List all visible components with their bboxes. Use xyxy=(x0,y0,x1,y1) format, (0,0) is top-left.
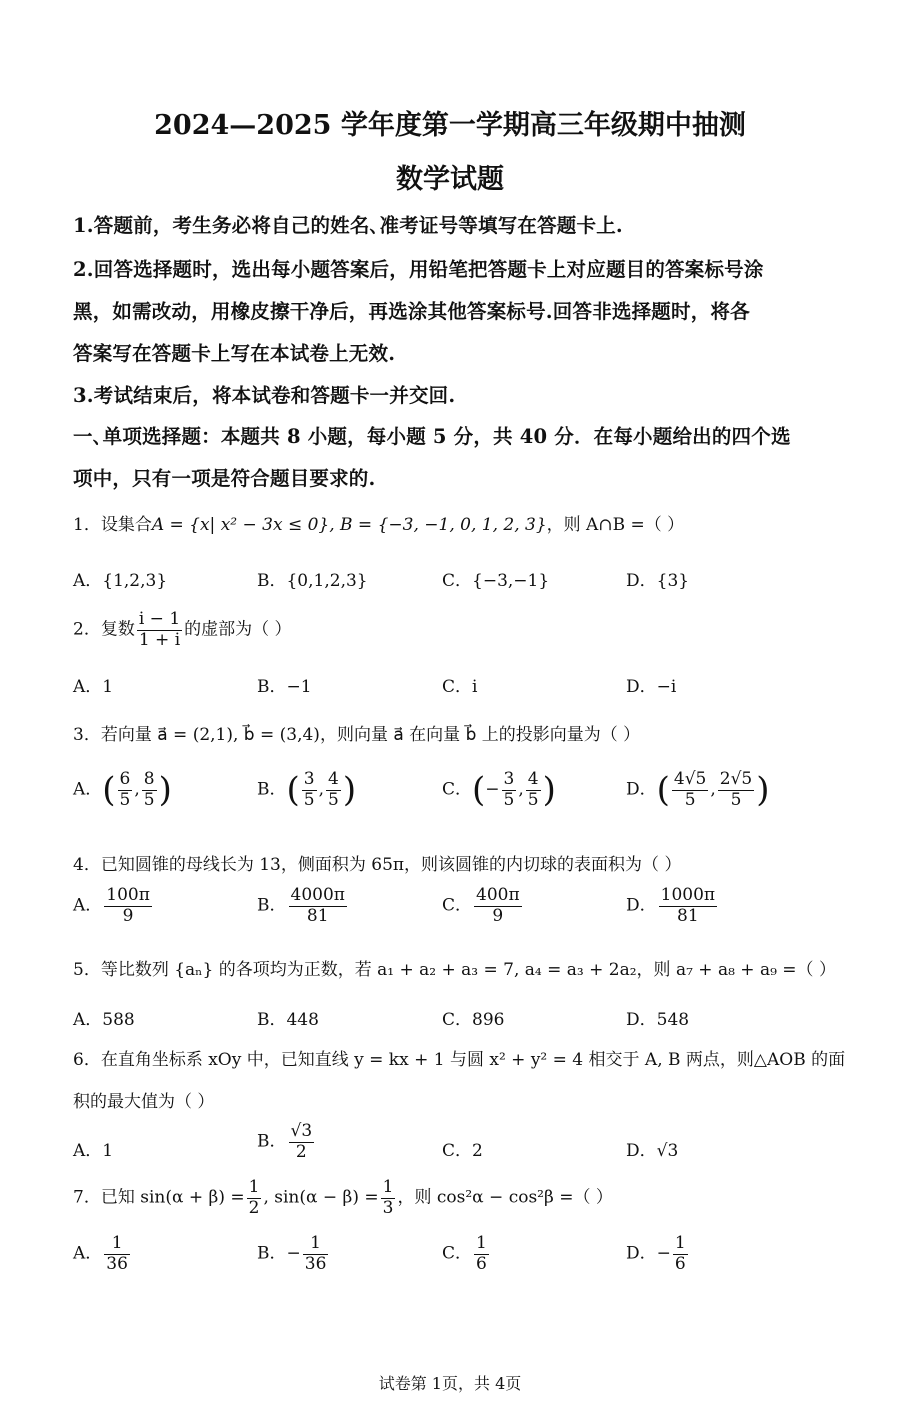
fraction-numerator: i − 1 xyxy=(138,609,181,629)
fraction-denominator: 6 xyxy=(674,1253,686,1274)
fraction-numerator: 2√5 xyxy=(719,769,753,789)
question-4-option-b xyxy=(257,886,349,926)
fraction-numerator: 4000π xyxy=(290,885,345,905)
question-7-option-a xyxy=(73,1234,132,1274)
instruction-line-3: 黑，如需改动，用橡皮擦干净后，再选涂其他答案标号.回答非选择题时，将各 xyxy=(73,300,750,323)
fraction-numerator: 1 xyxy=(303,1234,329,1255)
fraction-denominator: 5 xyxy=(119,789,131,810)
question-7-option-b xyxy=(257,1234,330,1274)
fraction-numerator: 1000π xyxy=(660,885,716,905)
fraction-numerator: 4 xyxy=(527,769,539,789)
question-1-option-d: D．{3} xyxy=(626,571,690,591)
question-7-stem-mid: , sin(α − β) = xyxy=(263,1187,379,1208)
option-label: D． xyxy=(626,779,657,800)
question-2-stem xyxy=(73,610,292,650)
question-5-stem: 5．等比数列 {aₙ} 的各项均为正数，若 a₁ + a₂ + a₃ = 7, a₄ = a₃ + 2a₂，则 a₇ + a₈ + a₉ =（ ） xyxy=(73,960,836,980)
question-1-stem xyxy=(73,510,684,535)
fraction-numerator: 3 xyxy=(503,769,515,789)
fraction-denominator: 81 xyxy=(306,905,329,926)
fraction-denominator: 5 xyxy=(143,789,155,810)
fraction-numerator: 1 xyxy=(382,1177,394,1197)
option-label: A． xyxy=(73,895,103,916)
question-1-stem-a: 1．设集合 xyxy=(73,515,152,535)
option-label: D．− xyxy=(626,1243,671,1264)
fraction-denominator: 6 xyxy=(476,1253,487,1274)
question-7-stem-b: ，则 cos²α − cos²β =（ ） xyxy=(397,1187,613,1208)
question-3-option-c: C．(− $\frac{3}{5}$ , $\frac{4}{5}$ ) xyxy=(442,769,556,811)
question-7-option-c xyxy=(442,1234,491,1274)
question-2-option-b: B．−1 xyxy=(257,677,312,697)
fraction-numerator: 1 xyxy=(104,1234,130,1255)
fraction-denominator: 36 xyxy=(106,1253,128,1274)
fraction-denominator: 5 xyxy=(527,789,539,810)
question-4-stem: 4．已知圆锥的母线长为 13，侧面积为 65π，则该圆锥的内切球的表面积为（ ） xyxy=(73,855,682,875)
option-label: B． xyxy=(257,1131,287,1152)
option-label: C． xyxy=(442,895,473,916)
option-label: B． xyxy=(257,779,287,800)
fraction-numerator: √3 xyxy=(290,1121,313,1141)
instruction-line-1: 1.答题前，考生务必将自己的姓名､准考证号等填写在答题卡上. xyxy=(73,214,623,237)
option-label: C． xyxy=(442,1243,473,1264)
section-heading-line-1: 一､单项选择题：本题共 8 小题，每小题 5 分，共 40 分．在每小题给出的四个选 xyxy=(73,425,791,448)
question-1-stem-b: ，则 A∩B =（ ） xyxy=(546,515,685,535)
fraction-numerator: 1 xyxy=(476,1233,487,1253)
question-2-fraction xyxy=(137,610,182,650)
question-4-option-d xyxy=(626,886,719,926)
question-3-option-d: D．( $\frac{4√5}{5}$ , $\frac{2√5}{5}$ ) xyxy=(626,769,770,811)
fraction-numerator: 400π xyxy=(476,885,520,905)
fraction-denominator: 9 xyxy=(492,905,504,926)
question-1-sets: A = {x| x² − 3x ≤ 0}, B = {−3, −1, 0, 1, 2, 3} xyxy=(151,515,547,535)
question-7-stem xyxy=(73,1178,613,1218)
question-6-option-d: D．√3 xyxy=(626,1141,679,1161)
question-5-option-c: C．896 xyxy=(442,1010,505,1030)
question-7-stem-a: 7．已知 sin(α + β) = xyxy=(73,1187,245,1208)
fraction-numerator: 4√5 xyxy=(673,769,707,789)
fraction-denominator: 3 xyxy=(382,1197,394,1218)
question-6-option-c: C．2 xyxy=(442,1141,483,1161)
fraction-numerator: 6 xyxy=(119,769,131,789)
question-2-stem-b: 的虚部为（ ） xyxy=(184,619,292,640)
question-6-stem-line-2: 积的最大值为（ ） xyxy=(73,1092,215,1112)
instruction-line-2: 2.回答选择题时，选出每小题答案后，用铅笔把答题卡上对应题目的答案标号涂 xyxy=(73,258,764,281)
instruction-line-4: 答案写在答题卡上写在本试卷上无效. xyxy=(73,342,396,365)
fraction-numerator: 3 xyxy=(303,769,315,789)
fraction-denominator: 2 xyxy=(248,1197,260,1218)
option-label: D． xyxy=(626,895,657,916)
exam-title: 2024—2025 学年度第一学期高三年级期中抽测 xyxy=(154,110,746,141)
question-7-option-d xyxy=(626,1234,690,1274)
question-5-option-d: D．548 xyxy=(626,1010,690,1030)
question-3-option-b: B．( $\frac{3}{5}$ , $\frac{4}{5}$ ) xyxy=(257,769,357,811)
question-1-option-a: A．{1,2,3} xyxy=(73,571,168,591)
fraction-denominator: 36 xyxy=(304,1253,327,1274)
section-heading-line-2: 项中，只有一项是符合题目要求的. xyxy=(73,467,376,490)
option-label: A． xyxy=(73,1243,103,1264)
question-6-stem-line-1: 6．在直角坐标系 xOy 中，已知直线 y = kx + 1 与圆 x² + y² = 4 相交于 A, B 两点，则△AOB 的面 xyxy=(73,1050,846,1070)
fraction-numerator: 1 xyxy=(248,1177,260,1197)
fraction-numerator: 4 xyxy=(328,769,339,789)
question-3-stem: 3．若向量 a⃗ = (2,1), b⃗ = (3,4)，则向量 a⃗ 在向量 b⃗ 上的投影向量为（ ） xyxy=(73,725,641,745)
fraction-denominator: 81 xyxy=(677,905,699,926)
fraction-numerator: 1 xyxy=(674,1233,686,1253)
option-label: B．− xyxy=(257,1243,301,1264)
question-2-stem-a: 2．复数 xyxy=(73,619,135,640)
question-1-option-b: B．{0,1,2,3} xyxy=(257,571,368,591)
fraction-denominator: 1 + i xyxy=(138,629,181,650)
question-6-option-a: A．1 xyxy=(73,1141,114,1161)
instruction-line-5: 3.考试结束后，将本试卷和答题卡一并交回. xyxy=(73,384,456,407)
option-label: B． xyxy=(257,895,287,916)
exam-subtitle: 数学试题 xyxy=(396,164,504,195)
fraction-denominator: 9 xyxy=(122,905,134,926)
question-1-option-c: C．{−3,−1} xyxy=(442,571,550,591)
page-footer: 试卷第 1页，共 4页 xyxy=(378,1374,522,1393)
option-label: A． xyxy=(73,779,103,800)
fraction-denominator: 5 xyxy=(684,789,696,810)
fraction-numerator: 8 xyxy=(143,769,155,789)
fraction-denominator: 5 xyxy=(328,789,339,810)
question-4-option-a xyxy=(73,886,154,926)
question-2-option-c: C．i xyxy=(442,677,478,697)
fraction-denominator: 5 xyxy=(730,789,742,810)
question-4-option-c xyxy=(442,886,524,926)
fraction-denominator: 5 xyxy=(503,789,515,810)
question-3-option-a: A．( $\frac{6}{5}$ , $\frac{8}{5}$ ) xyxy=(73,769,172,811)
question-5-option-b: B．448 xyxy=(257,1010,319,1030)
question-2-option-d: D．−i xyxy=(626,677,677,697)
fraction-denominator: 2 xyxy=(295,1141,307,1162)
fraction-denominator: 5 xyxy=(303,789,315,810)
option-label: C． xyxy=(442,779,473,800)
question-5-option-a: A．588 xyxy=(73,1010,135,1030)
question-6-option-b xyxy=(257,1122,316,1162)
fraction-numerator: 100π xyxy=(106,885,150,905)
question-2-option-a: A．1 xyxy=(73,677,114,697)
